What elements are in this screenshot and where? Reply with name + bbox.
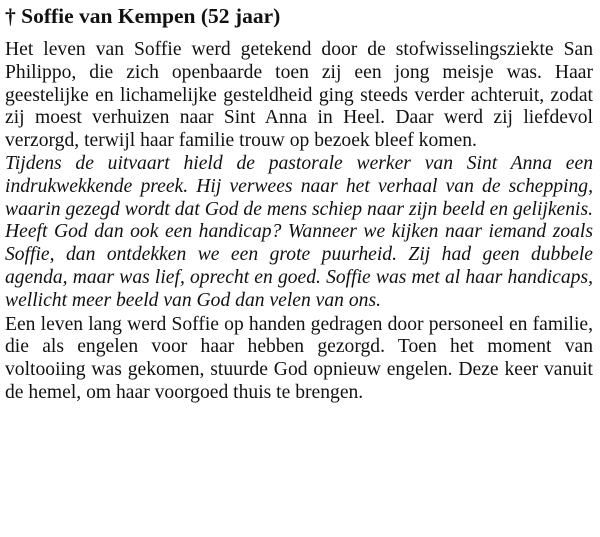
paragraph-closing: Een leven lang werd Soffie op handen gedragen door personeel en familie, die als engelen voor haar hebben gezorgd. Toen het moment van voltooiing was gekomen, stuurde God opnieuw engelen. Deze keer vanuit de hemel, om haar voorgoed thuis te brengen.: [5, 313, 593, 403]
cross-icon: †: [5, 4, 16, 28]
obituary-title-text: Soffie van Kempen (52 jaar): [21, 4, 281, 28]
obituary-article: [5, 2, 593, 405]
paragraph-funeral-sermon: Tijdens de uitvaart hield de pastorale werker van Sint Anna een indrukwekkende preek. Hij verwees naar het verhaal van de schepping, waarin gezegd wordt dat God de mens schiep naar zijn beeld en gelijkenis. Heeft God dan ook een handicap? Wanneer we kijken naar iemand zoals Soffie, dan ontdekken we een grote puurheid. Zij had geen dubbele agenda, maar was lief, oprecht en goed. Soffie was met al haar handicaps, wellicht meer beeld van God dan velen van ons.: [5, 152, 593, 311]
paragraph-life-story: Het leven van Soffie werd getekend door de stofwisselingsziekte San Philippo, die zich openbaarde toen zij een jong meisje was. Haar geestelijke en lichamelijke gesteldheid ging steeds verder achteruit, zodat zij moest verhuizen naar Sint Anna in Heel. Daar werd zij liefdevol verzorgd, terwijl haar familie trouw op bezoek bleef komen.: [5, 39, 593, 152]
obituary-title: [5, 2, 593, 30]
